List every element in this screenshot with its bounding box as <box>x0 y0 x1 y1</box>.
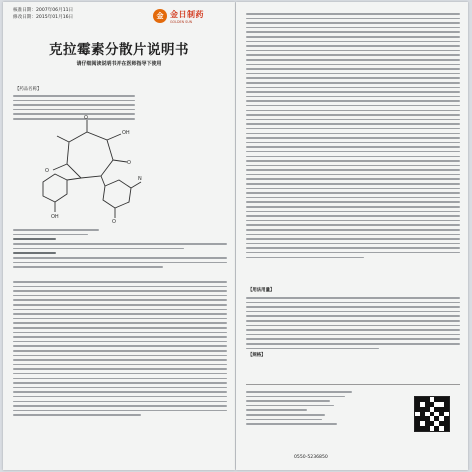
qr-code-icon <box>414 396 450 432</box>
leaflet-right-page <box>236 2 468 470</box>
brand-name-cn: 金日制药 <box>170 9 204 19</box>
svg-text:O: O <box>127 160 131 166</box>
brand-mark-icon: 金 <box>153 9 167 23</box>
contact-phone: 0550-5236850 <box>294 455 328 460</box>
usage-text-top <box>246 10 460 261</box>
section-drug-name: 【药品名称】 <box>15 87 42 92</box>
company-info-text <box>246 388 398 428</box>
brand-name-en: GOLDEN SUN <box>170 19 193 24</box>
usage-warning: 请仔细阅读说明书并在医师指导下使用 <box>76 61 162 67</box>
section-specs: 【规格】 <box>248 353 266 358</box>
section-divider <box>246 384 460 385</box>
indications-text <box>13 278 227 419</box>
brand-logo <box>153 6 227 26</box>
document-title: 克拉霉素分散片说明书 <box>49 42 189 58</box>
svg-text:O: O <box>45 168 49 174</box>
section-dosage: 【用法用量】 <box>248 288 275 293</box>
document-meta <box>13 8 73 21</box>
svg-text:OH: OH <box>122 130 130 136</box>
svg-text:O: O <box>84 115 88 121</box>
revised-date: 修改日期：2015年01月16日 <box>13 14 74 20</box>
svg-text:O: O <box>112 219 116 224</box>
drug-properties-text <box>13 226 227 271</box>
approved-date: 核准日期：2007年06月11日 <box>13 8 74 13</box>
svg-text:OH: OH <box>51 214 59 220</box>
chemical-structure-diagram <box>29 112 149 224</box>
usage-text-bottom <box>246 294 460 352</box>
leaflet-left-page <box>3 2 235 470</box>
svg-text:N: N <box>138 176 142 182</box>
